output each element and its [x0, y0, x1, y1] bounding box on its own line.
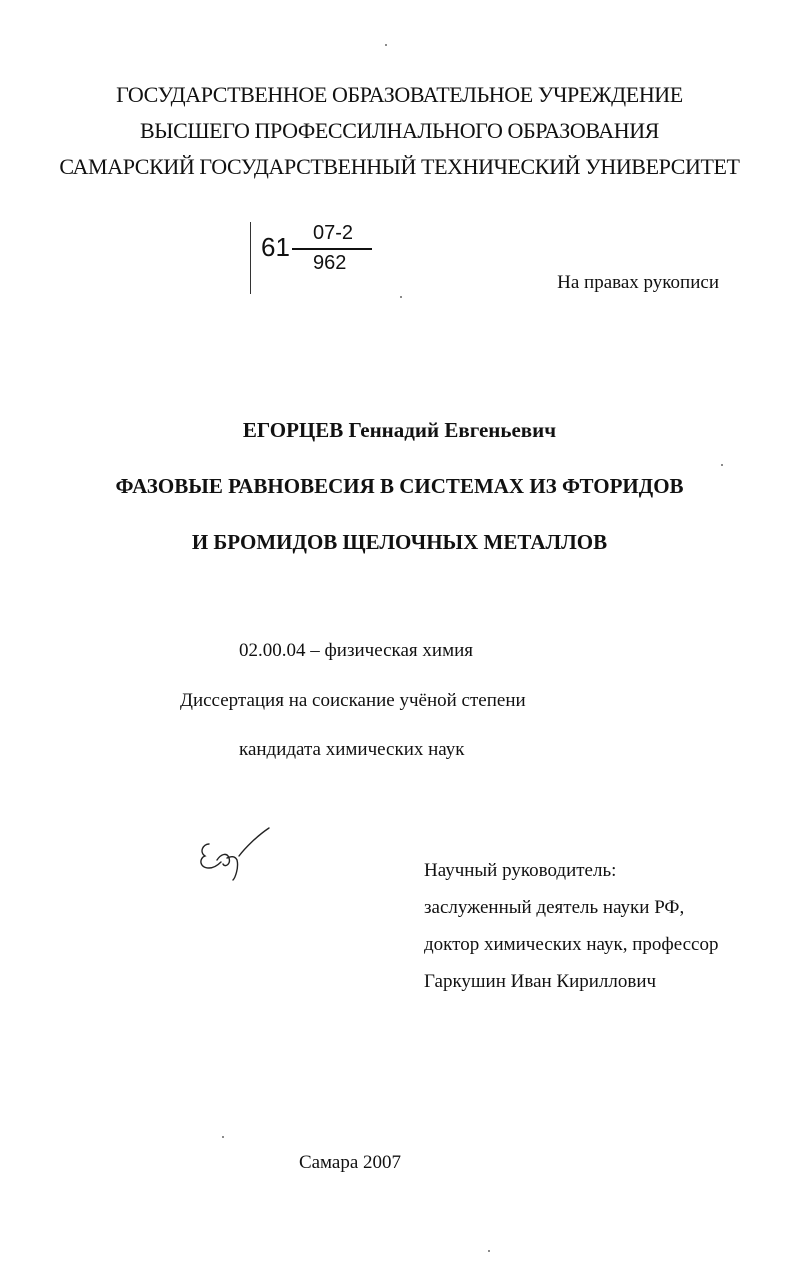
- stamp-fraction-rule: [292, 248, 372, 250]
- institution-line-3: САМАРСКИЙ ГОСУДАРСТВЕННЫЙ ТЕХНИЧЕСКИЙ УНИВЕРСИТЕТ: [59, 154, 740, 179]
- stamp-prefix: 61: [261, 232, 290, 262]
- degree-line-2: кандидата химических наук: [239, 739, 465, 760]
- signature: [195, 822, 275, 882]
- author-name: ЕГОРЦЕВ Геннадий Евгеньевич: [242, 418, 557, 442]
- title-line-2: И БРОМИДОВ ЩЕЛОЧНЫХ МЕТАЛЛОВ: [191, 530, 608, 554]
- scan-speck: [488, 1250, 490, 1252]
- stamp-bar: [250, 222, 251, 294]
- library-stamp: [247, 218, 387, 296]
- manuscript-rights-note: На правах рукописи: [557, 272, 719, 293]
- scan-speck: [385, 44, 387, 46]
- institution-line-2: ВЫСШЕГО ПРОФЕССИЛНАЛЬНОГО ОБРАЗОВАНИЯ: [140, 118, 659, 143]
- stamp-numerator: 07-2: [313, 222, 354, 244]
- scan-speck: [222, 1136, 224, 1138]
- advisor-name: Гаркушин Иван Кириллович: [424, 971, 657, 992]
- title-line-1: ФАЗОВЫЕ РАВНОВЕСИЯ В СИСТЕМАХ ИЗ ФТОРИДОВ: [115, 474, 684, 498]
- scan-speck: [721, 464, 723, 466]
- advisor-title-1: заслуженный деятель науки РФ,: [424, 897, 685, 918]
- institution-line-1: ГОСУДАРСТВЕННОЕ ОБРАЗОВАТЕЛЬНОЕ УЧРЕЖДЕНИЕ: [116, 82, 683, 107]
- degree-line-1: Диссертация на соискание учёной степени: [180, 690, 526, 711]
- scan-speck: [400, 296, 402, 298]
- advisor-heading: Научный руководитель:: [424, 860, 617, 881]
- advisor-title-2: доктор химических наук, профессор: [424, 934, 719, 955]
- stamp-denominator: 962: [313, 252, 347, 274]
- city-year: Самара 2007: [298, 1152, 402, 1173]
- specialty: 02.00.04 – физическая химия: [239, 640, 474, 661]
